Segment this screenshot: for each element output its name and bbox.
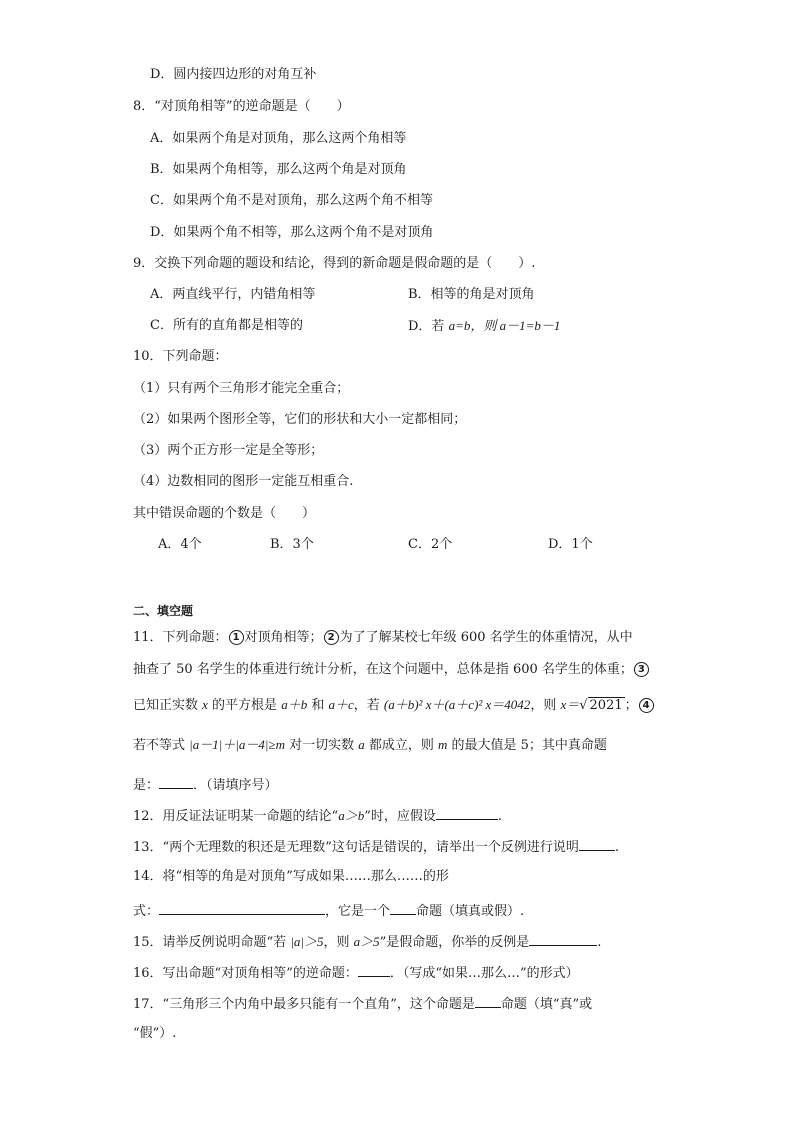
q11-l3-d: ，若 (353, 698, 384, 713)
q11-l4-b: 对一切实数 (284, 738, 359, 753)
q11-l5-b: ．（请填序号） (193, 778, 278, 793)
q12-line (133, 805, 502, 826)
q11-line-5 (133, 774, 278, 795)
q15-a: 15．请举反例说明命题“若 (133, 935, 291, 950)
q11-math-a-plus-b: a＋b (281, 697, 308, 712)
q11-l3-e: ，则 (530, 698, 561, 713)
q11-math-equation: (a＋b)² x＋(a＋c)² x＝4042 (383, 697, 531, 712)
q9-option-c: C．所有的直角都是相等的 (150, 318, 303, 333)
q14-l2-a: 式： (133, 904, 160, 919)
circled-number-4: 4 (639, 698, 654, 713)
q17-line-1 (133, 993, 592, 1014)
q12-math: a＞b (338, 808, 365, 823)
q14-line-1: 14．将“相等的角是对顶角”写成如果……那么……的形 (133, 869, 449, 884)
q8-option-a: A．如果两个角是对顶角，那么这两个角相等 (150, 131, 407, 146)
q11-answer-blank[interactable] (159, 774, 193, 789)
q11-l1-a: 11．下列命题： (133, 630, 228, 645)
q11-l1-c: 为了了解某校七年级 600 名学生的体重情况，从中 (339, 630, 633, 645)
q11-l4-a: 若不等式 (133, 738, 190, 753)
q10-option-c: C．2个 (408, 537, 453, 552)
q12-answer-blank[interactable] (436, 805, 498, 820)
q14-l2-c: 命题（填真或假）. (416, 904, 525, 919)
q8-option-b: B．如果两个角相等，那么这两个角是对顶角 (150, 162, 407, 177)
q9-option-d (408, 317, 560, 336)
q10-question: 其中错误命题的个数是（ ） (133, 506, 316, 521)
q10-statement-2: （2）如果两个图形全等，它们的形状和大小一定都相同； (133, 412, 467, 427)
q11-var-x: x (202, 697, 208, 712)
q15-answer-blank[interactable] (529, 931, 597, 946)
q11-l1-b: 对顶角相等； (244, 630, 323, 645)
q15-math-gt: a＞5 (353, 934, 380, 949)
q9-option-d-math: a=b，则 a－1=b－1 (448, 318, 561, 333)
q11-var-a: a (358, 737, 365, 752)
q11-line-3 (133, 696, 655, 715)
q17-l1-b: 命题（填“真”或 (500, 997, 593, 1012)
q9-stem: 9．交换下列命题的题设和结论，得到的新命题是假命题的是（ ）. (133, 256, 536, 271)
q11-math-x-equals: x＝ (560, 697, 580, 712)
q10-statement-3: （3）两个正方形一定是全等形； (133, 443, 324, 458)
circled-number-3: 3 (634, 662, 649, 677)
q9-option-a: A．两直线平行，内错角相等 (150, 287, 316, 302)
q11-math-a-plus-c: a＋c (328, 697, 354, 712)
q13-answer-blank[interactable] (579, 836, 615, 851)
q11-line-4 (133, 736, 607, 755)
q12-a: 12．用反证法证明某一命题的结论“ (133, 809, 339, 824)
q13-a: 13．“两个无理数的积还是无理数”这句话是错误的，请举出一个反例进行说明 (133, 840, 579, 855)
q11-l3-b: 的平方根是 (207, 698, 282, 713)
q15-b: ，则 (323, 935, 354, 950)
q11-sqrt-value: 2021 (589, 698, 623, 713)
q10-statement-4: （4）边数相同的图形一定能互相重合. (133, 474, 354, 489)
q11-l3-c: 和 (307, 698, 329, 713)
q16-b: ．（写成“如果…那么…”的形式） (389, 966, 579, 981)
q15-c: ”是假命题，你举的反例是 (379, 935, 530, 950)
q14-answer-blank-truth[interactable] (390, 900, 416, 915)
q17-answer-blank[interactable] (475, 993, 501, 1008)
q10-stem: 10．下列命题： (133, 349, 228, 364)
q11-l3-a: 已知正实数 (133, 698, 203, 713)
q15-math-abs: |a|＞5 (290, 934, 324, 949)
q11-l2: 抽查了 50 名学生的体重进行统计分析，在这个问题中，总体是指 600 名学生的体重； (133, 662, 633, 677)
q11-math-inequality: |a－1|＋|a－4|≥m (189, 737, 285, 752)
q15-d: . (597, 935, 602, 950)
q11-var-m: m (438, 737, 448, 752)
q8-option-c: C．如果两个角不是对顶角，那么这两个角不相等 (150, 193, 433, 208)
q9-option-d-prefix: D．若 (408, 319, 449, 334)
q17-l1-a: 17．“三角形三个内角中最多只能有一个直角”，这个命题是 (133, 997, 475, 1012)
q11-l4-c: 都成立，则 (364, 738, 438, 753)
q13-line (133, 836, 619, 857)
q10-option-a: A．4个 (158, 537, 202, 552)
section-title-fill-blank: 二、填空题 (133, 604, 194, 618)
q8-stem: 8．“对顶角相等”的逆命题是（ ） (133, 99, 350, 114)
circled-number-1: 1 (229, 630, 244, 645)
q9-option-b: B．相等的角是对顶角 (408, 287, 535, 302)
q16-answer-blank[interactable] (358, 962, 390, 977)
q10-statement-1: （1）只有两个三角形才能完全重合； (133, 381, 350, 396)
q10-option-d: D．1个 (548, 537, 593, 552)
q14-line-2 (133, 900, 524, 921)
q14-l2-b: ，它是一个 (325, 904, 391, 919)
q10-option-b: B．3个 (270, 537, 314, 552)
q11-line-1 (133, 629, 633, 647)
q11-l5-a: 是： (133, 778, 160, 793)
q13-b: . (614, 840, 619, 855)
q7-option-d: D．圆内接四边形的对角互补 (150, 67, 317, 82)
q11-l3-f: ； (624, 698, 638, 713)
circled-number-2: 2 (324, 630, 339, 645)
q12-b: ”时，应假设 (364, 809, 436, 824)
q12-c: . (497, 809, 503, 824)
q16-line (133, 962, 579, 983)
q17-line-2: “假”）. (133, 1026, 177, 1041)
q8-option-d: D．如果两个角不相等，那么这两个角不是对顶角 (150, 225, 434, 240)
q14-answer-blank-statement[interactable] (159, 900, 325, 915)
q11-line-2 (133, 661, 650, 679)
q11-l4-d: 的最大值是 5；其中真命题 (447, 738, 607, 753)
sqrt-sign: √ (579, 698, 588, 713)
q16-a: 16．写出命题“对顶角相等”的逆命题： (133, 966, 358, 981)
q15-line (133, 931, 601, 952)
